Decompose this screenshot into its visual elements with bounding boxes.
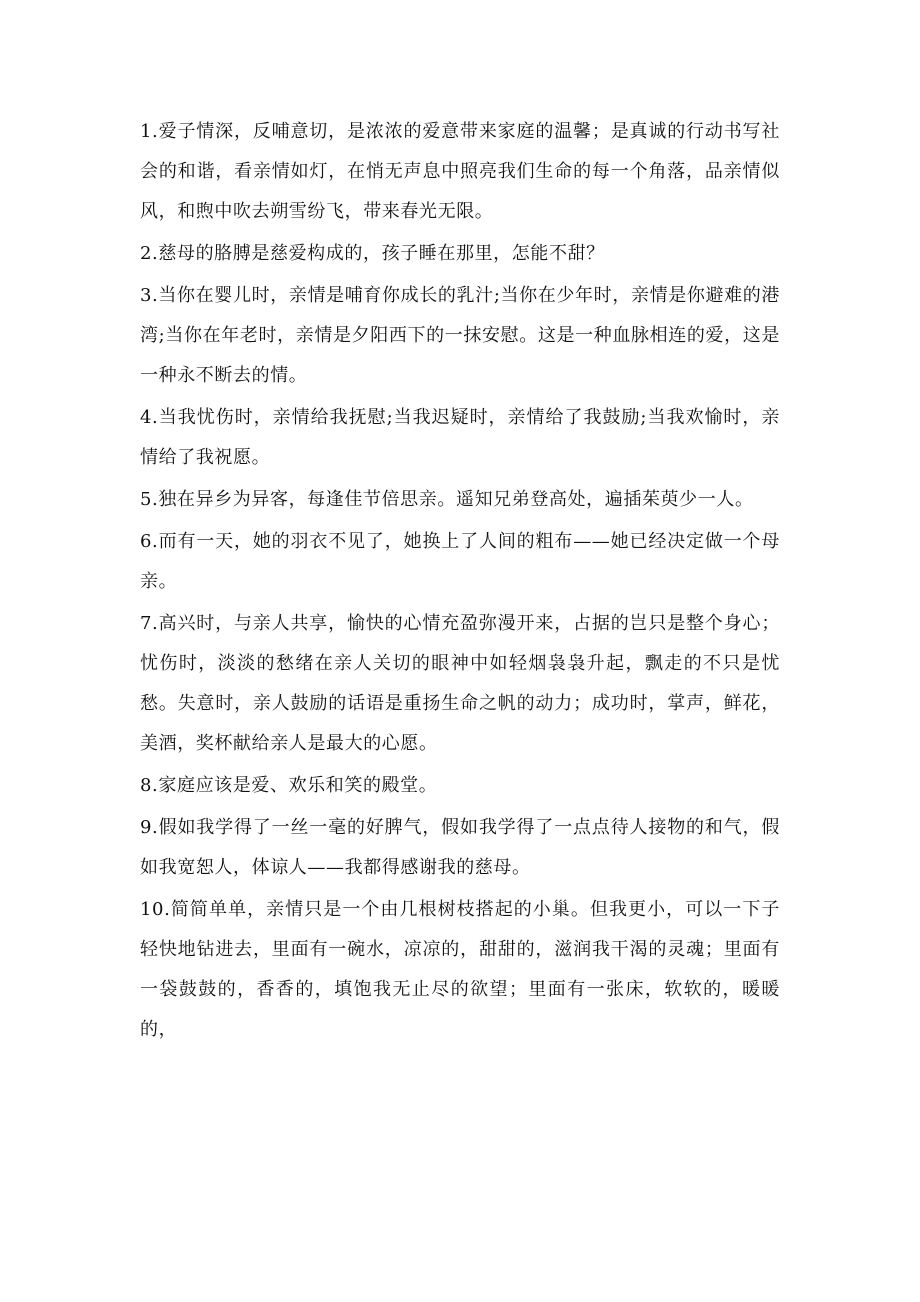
paragraph-9: 9.假如我学得了一丝一毫的好脾气，假如我学得了一点点待人接物的和气，假如我宽恕人，体谅人——我都得感谢我的慈母。 bbox=[140, 817, 780, 878]
paragraph-5: 5.独在异乡为异客，每逢佳节倍思亲。遥知兄弟登高处，遍插茱萸少一人。 bbox=[140, 489, 754, 510]
paragraph-6: 6.而有一天，她的羽衣不见了，她换上了人间的粗布——她已经决定做一个母亲。 bbox=[140, 531, 780, 592]
paragraph-4: 4.当我忧伤时，亲情给我抚慰;当我迟疑时，亲情给了我鼓励;当我欢愉时，亲情给了我祝愿。 bbox=[140, 407, 780, 468]
paragraph-8: 8.家庭应该是爱、欢乐和笑的殿堂。 bbox=[140, 775, 438, 796]
paragraph-1: 1.爱子情深，反哺意切，是浓浓的爱意带来家庭的温馨；是真诚的行动书写社会的和谐，看亲情如灯，在悄无声息中照亮我们生命的每一个角落，品亲情似风，和煦中吹去朔雪纷飞，带来春光无限。 bbox=[140, 121, 780, 222]
paragraph-7: 7.高兴时，与亲人共享，愉快的心情充盈弥漫开来，占据的岂只是整个身心；忧伤时，淡淡的愁绪在亲人关切的眼神中如轻烟袅袅升起，飘走的不只是忧愁。失意时，亲人鼓励的话语是重扬生命之帆的动力；成功时，掌声，鲜花，美酒，奖杯献给亲人是最大的心愿。 bbox=[140, 613, 780, 754]
paragraph-10: 10.简简单单，亲情只是一个由几根树枝搭起的小巢。但我更小，可以一下子轻快地钻进去，里面有一碗水，凉凉的，甜甜的，滋润我干渴的灵魂；里面有一袋鼓鼓的，香香的，填饱我无止尽的欲望；里面有一张床，软软的，暖暖的， bbox=[140, 899, 780, 1040]
paragraph-2: 2.慈母的胳膊是慈爱构成的，孩子睡在那里，怎能不甜？ bbox=[140, 243, 605, 264]
document-body bbox=[140, 112, 780, 1052]
paragraph-3: 3.当你在婴儿时，亲情是哺育你成长的乳汁;当你在少年时，亲情是你避难的港湾;当你在年老时，亲情是夕阳西下的一抹安慰。这是一种血脉相连的爱，这是一种永不断去的情。 bbox=[140, 285, 780, 386]
